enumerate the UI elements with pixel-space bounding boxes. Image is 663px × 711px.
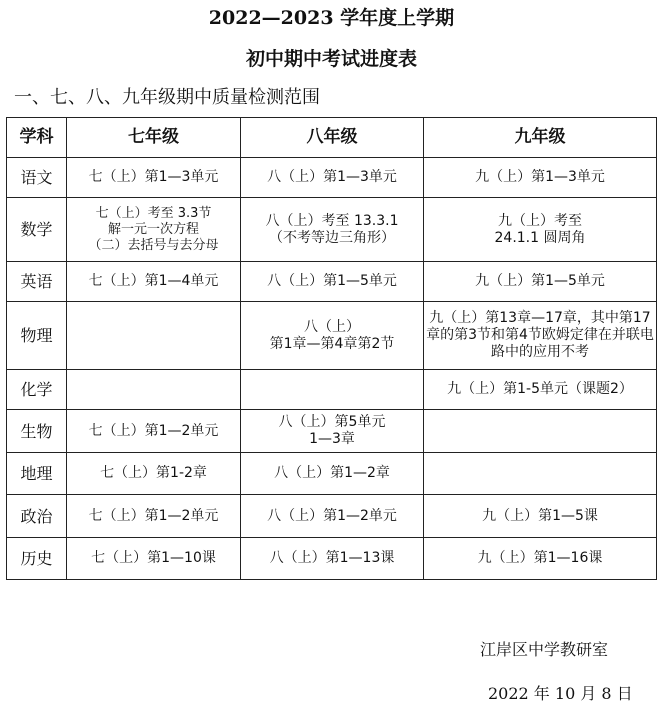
subject-cell: 化学 <box>7 370 67 410</box>
subject-cell: 生物 <box>7 410 67 453</box>
table-row <box>7 495 657 538</box>
table-body <box>7 158 657 580</box>
cell-text-line: 九（上）第1—3单元 <box>475 169 605 185</box>
header-grade9: 九年级 <box>424 118 657 158</box>
scope-cell-g7 <box>67 262 241 302</box>
subject-cell: 地理 <box>7 453 67 495</box>
subject-cell: 数学 <box>7 198 67 262</box>
scope-cell-g9 <box>424 262 657 302</box>
scope-cell-g9 <box>424 370 657 410</box>
cell-text-line: 七（上）第1—10课 <box>91 550 216 566</box>
scope-cell-g9 <box>424 410 657 453</box>
scope-cell-g7 <box>67 410 241 453</box>
cell-text-line: 八（上）第1—2单元 <box>267 507 397 524</box>
scope-cell-g8 <box>241 158 424 198</box>
signature-office: 江岸区中学教研室 <box>480 640 609 659</box>
cell-text-line: 解一元一次方程 <box>107 221 199 237</box>
cell-text-line: 九（上）第1—5单元 <box>475 273 605 289</box>
scope-cell-g7 <box>67 158 241 198</box>
signature-date: 2022 年 10 月 8 日 <box>488 684 633 703</box>
scope-cell-g8 <box>241 302 424 370</box>
subject-cell: 英语 <box>7 262 67 302</box>
cell-text-line: 九（上）考至 <box>498 212 582 229</box>
cell-text-line: 九（上）第1-5单元（课题2） <box>447 381 633 397</box>
header-grade7: 七年级 <box>67 118 241 158</box>
cell-text-line: 七（上）第1—4单元 <box>88 273 219 289</box>
cell-text-line: 九（上）第13章—17章，其中第17章的第3节和第4节欧姆定律在并联电路中的应用不考 <box>426 310 654 360</box>
scope-cell-g9 <box>424 495 657 538</box>
exam-scope-table <box>6 117 657 580</box>
scope-cell-g8 <box>241 453 424 495</box>
table-row <box>7 538 657 580</box>
header-grade8: 八年级 <box>241 118 424 158</box>
header-subject: 学科 <box>7 118 67 158</box>
scope-cell-g8 <box>241 198 424 262</box>
cell-text-line: （不考等边三角形） <box>269 229 395 246</box>
table-row <box>7 262 657 302</box>
cell-text-line: （二）去括号与去分母 <box>88 237 219 253</box>
document-title: 初中期中考试进度表 <box>245 48 417 70</box>
subject-cell: 物理 <box>7 302 67 370</box>
scope-cell-g8 <box>241 370 424 410</box>
cell-text-line: 八（上）第1—13课 <box>269 550 395 566</box>
subject-cell: 历史 <box>7 538 67 580</box>
cell-text-line: 第1章—第4章第2节 <box>269 335 395 352</box>
cell-text-line: 七（上）第1—3单元 <box>88 169 219 185</box>
document-title-year: 2022—2023 学年度上学期 <box>208 7 455 29</box>
scope-cell-g8 <box>241 410 424 453</box>
cell-text-line: 七（上）第1—2单元 <box>88 422 219 439</box>
table-row <box>7 410 657 453</box>
section-heading: 一、七、八、九年级期中质量检测范围 <box>14 87 320 108</box>
table-row <box>7 302 657 370</box>
scope-cell-g9 <box>424 158 657 198</box>
table-row <box>7 453 657 495</box>
cell-text-line: 七（上）考至 3.3节 <box>95 205 212 221</box>
scope-cell-g7 <box>67 370 241 410</box>
subject-cell: 语文 <box>7 158 67 198</box>
cell-text-line: 八（上）第5单元 <box>278 414 386 430</box>
cell-text-line: 1—3章 <box>309 431 355 447</box>
cell-text-line: 七（上）第1-2章 <box>100 465 207 481</box>
cell-text-line: 九（上）第1—16课 <box>477 550 603 566</box>
scope-cell-g9 <box>424 453 657 495</box>
scope-cell-g7 <box>67 495 241 538</box>
cell-text-line: 八（上）第1—5单元 <box>267 273 397 289</box>
scope-cell-g7 <box>67 302 241 370</box>
cell-text-line: 七（上）第1—2单元 <box>88 507 219 524</box>
scope-cell-g9 <box>424 538 657 580</box>
scope-cell-g8 <box>241 262 424 302</box>
cell-text-line: 24.1.1 圆周角 <box>494 229 586 246</box>
table-row <box>7 370 657 410</box>
scope-cell-g7 <box>67 198 241 262</box>
subject-cell: 政治 <box>7 495 67 538</box>
cell-text-line: 八（上）第1—3单元 <box>267 169 397 185</box>
table-header-row <box>7 118 657 158</box>
scope-cell-g8 <box>241 495 424 538</box>
table-row <box>7 158 657 198</box>
cell-text-line: 八（上）考至 13.3.1 <box>265 212 399 229</box>
cell-text-line: 八（上） <box>304 318 360 335</box>
scope-cell-g8 <box>241 538 424 580</box>
scope-cell-g9 <box>424 198 657 262</box>
scope-cell-g7 <box>67 453 241 495</box>
cell-text-line: 九（上）第1—5课 <box>482 507 598 524</box>
scope-cell-g9 <box>424 302 657 370</box>
table-row <box>7 198 657 262</box>
scope-cell-g7 <box>67 538 241 580</box>
cell-text-line: 八（上）第1—2章 <box>274 465 390 481</box>
